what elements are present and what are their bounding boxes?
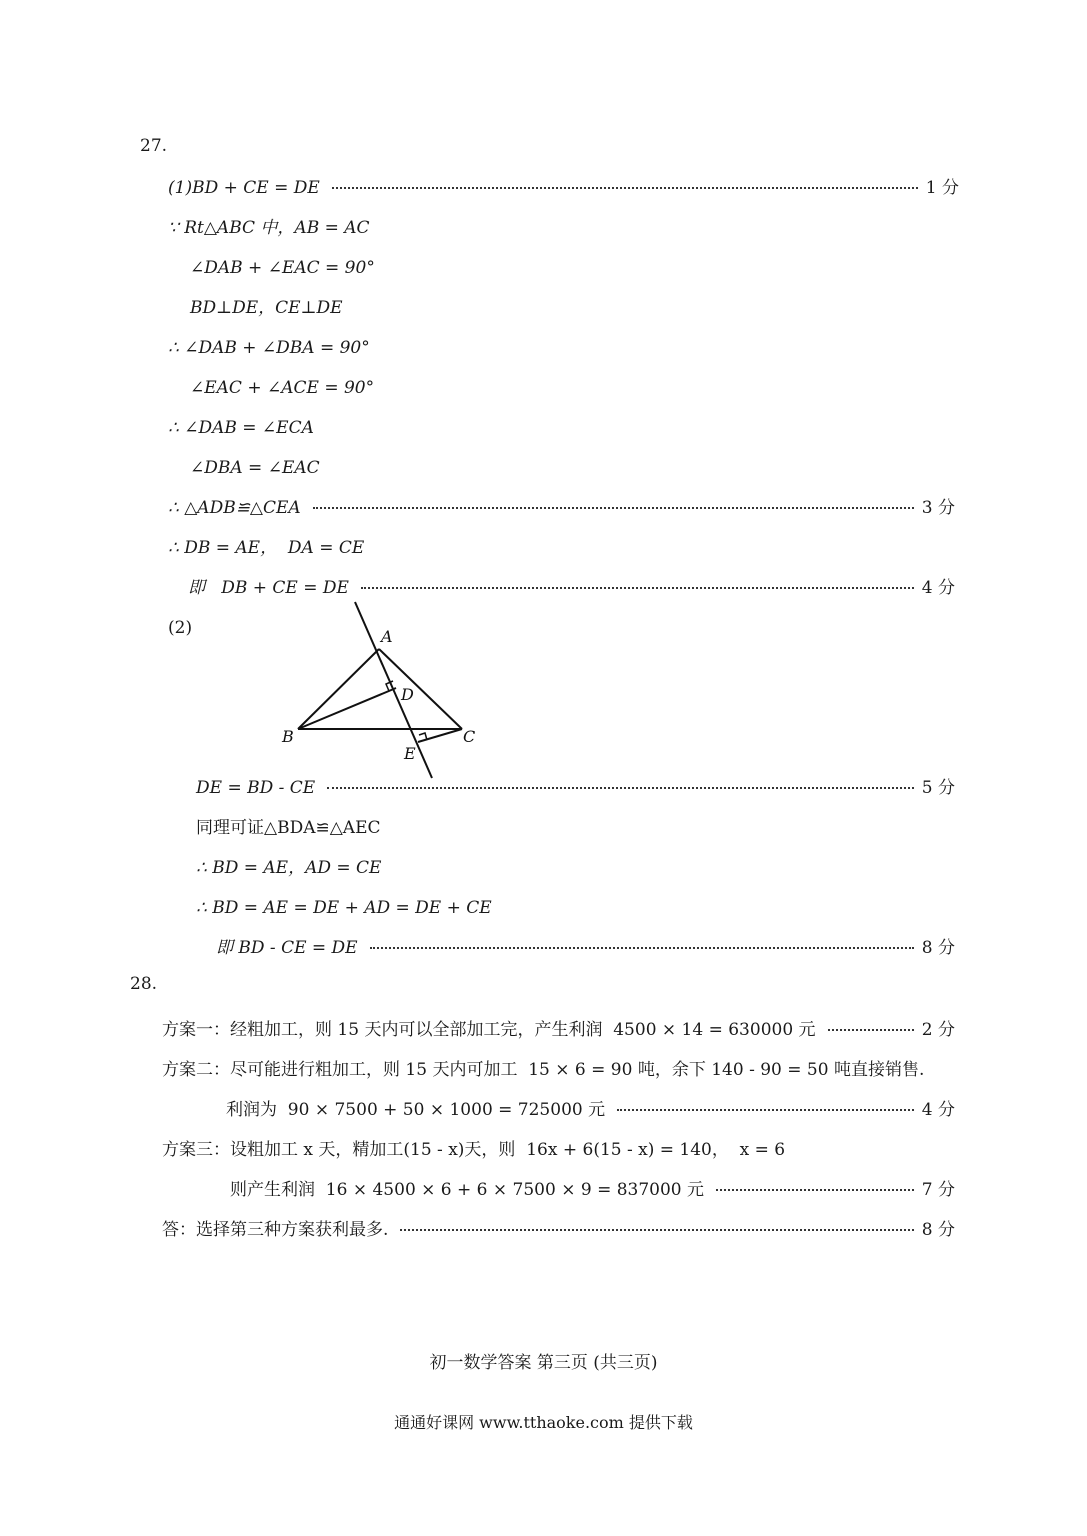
label-c: C <box>463 727 476 746</box>
segment-ce <box>418 729 462 742</box>
score-mark: 7 分 <box>921 1180 955 1200</box>
leader-dots <box>828 1029 914 1031</box>
q27-line-5: ∴ ∠DAB + ∠DBA = 90° <box>168 338 370 358</box>
q28-line-6: 答：选择第三种方案获利最多. 8 分 <box>162 1220 955 1240</box>
q27-line-17: 即 BD - CE = DE 8 分 <box>216 938 955 958</box>
q28-line-5: 则产生利润 16 × 4500 × 6 + 6 × 7500 × 9 = 837000 元 7 分 <box>230 1180 955 1200</box>
q28-line-4: 方案三：设粗加工 x 天，精加工(15 - x)天，则 16x + 6(15 - x) = 140， x = 6 <box>162 1140 786 1160</box>
q27-line-10: ∴ DB = AE， DA = CE <box>168 538 365 558</box>
leader-dots <box>716 1189 914 1191</box>
q27-line-3: ∠DAB + ∠EAC = 90° <box>190 258 375 278</box>
label-b: B <box>282 727 294 746</box>
q28-line-1: 方案一：经粗加工，则 15 天内可以全部加工完，产生利润 4500 × 14 = 630000 元 2 分 <box>162 1020 955 1040</box>
score-mark: 1 分 <box>925 178 959 198</box>
question-27-number: 27. <box>140 136 168 156</box>
segment-ab <box>298 649 379 729</box>
q27-line-16: ∴ BD = AE = DE + AD = DE + CE <box>196 898 492 918</box>
leader-dots <box>332 187 918 189</box>
leader-dots <box>327 787 914 789</box>
leader-dots <box>313 507 914 509</box>
q27-line-15: ∴ BD = AE，AD = CE <box>196 858 382 878</box>
score-mark: 2 分 <box>921 1020 955 1040</box>
q28-line-3: 利润为 90 × 7500 + 50 × 1000 = 725000 元 4 分 <box>226 1100 955 1120</box>
q27-line-11: 即 DB + CE = DE 4 分 <box>188 578 955 598</box>
page-footer-credit: 通通好课网 www.tthaoke.com 提供下载 <box>394 1413 693 1432</box>
score-mark: 3 分 <box>921 498 955 518</box>
leader-dots <box>361 587 914 589</box>
page-footer-title: 初一数学答案 第三页 (共三页) <box>429 1353 658 1373</box>
q27-line-1: (1)BD + CE = DE 1 分 <box>168 178 959 198</box>
q27-line-7: ∴ ∠DAB = ∠ECA <box>168 418 314 438</box>
leader-dots <box>400 1229 913 1231</box>
q27-line-6: ∠EAC + ∠ACE = 90° <box>190 378 375 398</box>
score-mark: 5 分 <box>921 778 955 798</box>
label-d: D <box>401 685 414 704</box>
leader-dots <box>370 947 914 949</box>
label-e: E <box>404 744 416 763</box>
q27-line-14: 同理可证△BDA≌△AEC <box>196 818 381 838</box>
segment-bd <box>298 688 396 729</box>
score-mark: 4 分 <box>921 578 955 598</box>
q27-line-8: ∠DBA = ∠EAC <box>190 458 320 478</box>
question-28-number: 28. <box>130 974 158 994</box>
score-mark: 8 分 <box>921 938 955 958</box>
label-a: A <box>381 627 393 646</box>
q27-line-9: ∴ △ADB≌△CEA 3 分 <box>168 498 955 518</box>
q27-line-12: (2) <box>168 618 193 638</box>
score-mark: 4 分 <box>921 1100 955 1120</box>
q27-line-4: BD⊥DE，CE⊥DE <box>190 298 343 318</box>
q28-line-2: 方案二：尽可能进行粗加工，则 15 天内可加工 15 × 6 = 90 吨，余下 140 - 90 = 50 吨直接销售. <box>162 1060 925 1080</box>
score-mark: 8 分 <box>921 1220 955 1240</box>
triangle-figure <box>270 600 510 800</box>
leader-dots <box>617 1109 914 1111</box>
q27-line-2: ∵ Rt△ABC 中，AB = AC <box>168 218 370 238</box>
q27-line-13: DE = BD - CE 5 分 <box>196 778 955 798</box>
